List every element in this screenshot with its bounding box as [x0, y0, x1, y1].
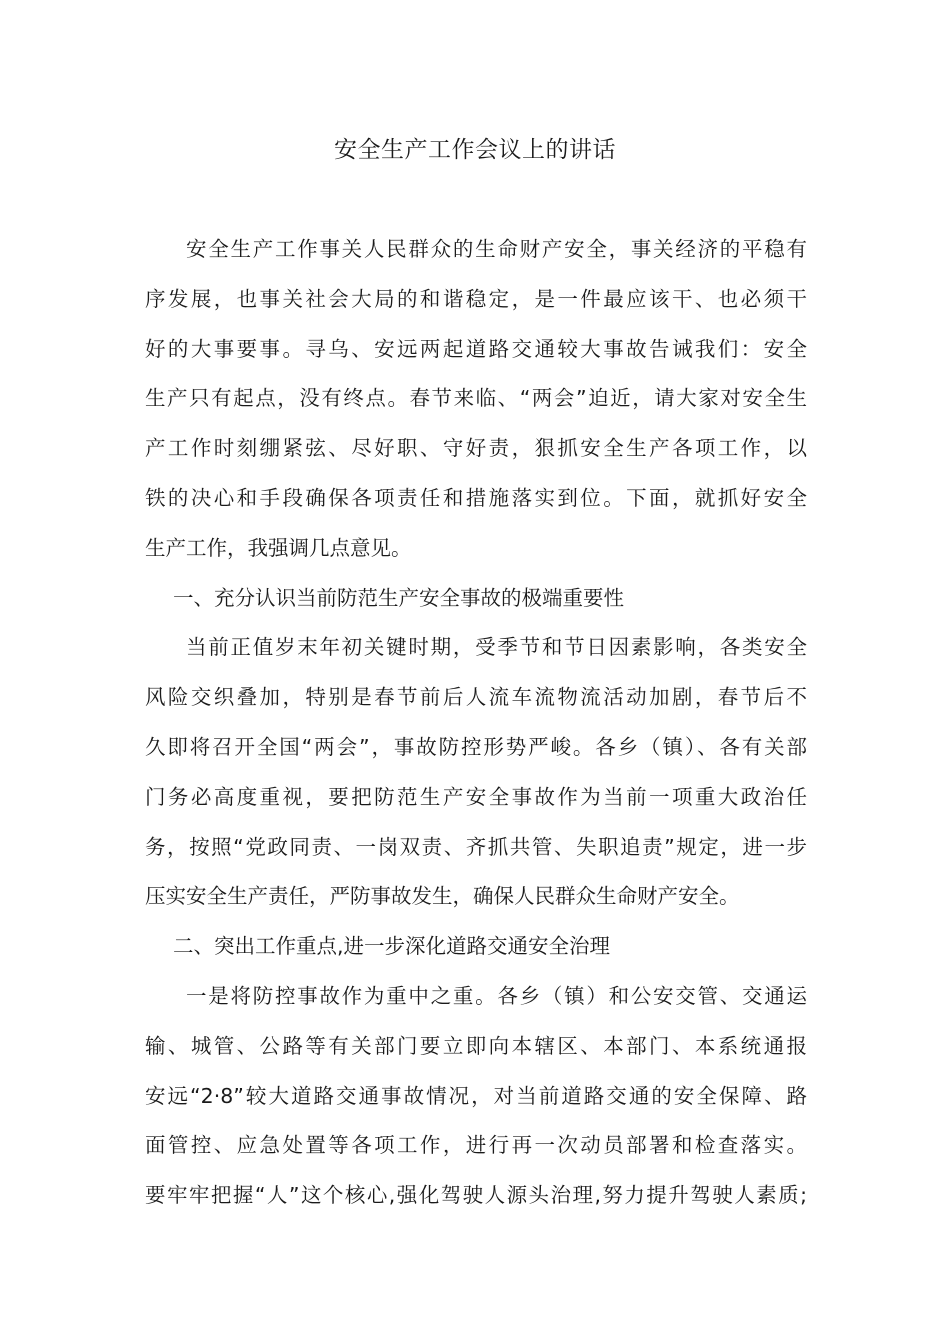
text-line: 久即将召开全国“两会”，事故防控形势严峻。各乡（镇）、各有关部	[145, 734, 807, 759]
text-line: 面管控、应急处置等各项工作，进行再一次动员部署和检查落实。	[145, 1133, 807, 1158]
text-line: 序发展，也事关社会大局的和谐稳定，是一件最应该干、也必须干	[145, 286, 807, 311]
section-1-paragraph	[145, 623, 807, 922]
document-body	[145, 225, 807, 1221]
text-line: 产工作时刻绷紧弦、尽好职、守好责，狠抓安全生产各项工作，以	[145, 436, 807, 461]
section-2-paragraph	[145, 972, 807, 1221]
text-line: 要牢牢把握“人”这个核心,强化驾驶人源头治理,努力提升驾驶人素质;	[145, 1183, 807, 1208]
document-title: 安全生产工作会议上的讲话	[334, 137, 616, 163]
text-line: 好的大事要事。寻乌、安远两起道路交通较大事故告诫我们：安全	[145, 336, 807, 361]
text-line: 当前正值岁末年初关键时期，受季节和节日因素影响，各类安全	[186, 635, 807, 660]
text-line: 风险交织叠加，特别是春节前后人流车流物流活动加剧，春节后不	[145, 685, 807, 710]
text-line: 生产只有起点，没有终点。春节来临、“两会”迫近，请大家对安全生	[145, 386, 807, 411]
text-line: 务，按照“党政同责、一岗双责、齐抓共管、失职追责”规定，进一步	[145, 834, 807, 859]
text-line: 铁的决心和手段确保各项责任和措施落实到位。下面，就抓好安全	[145, 485, 807, 510]
text-line: 输、城管、公路等有关部门要立即向本辖区、本部门、本系统通报	[145, 1033, 807, 1058]
text-line: 压实安全生产责任，严防事故发生，确保人民群众生命财产安全。	[145, 884, 740, 909]
section-heading-1: 一、充分认识当前防范生产安全事故的极端重要性	[173, 585, 624, 610]
text-line: 生产工作，我强调几点意见。	[145, 535, 412, 560]
section-heading-2: 二、突出工作重点,进一步深化道路交通安全治理	[173, 934, 611, 959]
text-line: 一是将防控事故作为重中之重。各乡（镇）和公安交管、交通运	[186, 983, 807, 1008]
intro-paragraph	[145, 225, 807, 574]
text-line: 安远“2·8”较大道路交通事故情况，对当前道路交通的安全保障、路	[145, 1083, 807, 1108]
text-line: 门务必高度重视，要把防范生产安全事故作为当前一项重大政治任	[145, 784, 807, 809]
text-line: 安全生产工作事关人民群众的生命财产安全，事关经济的平稳有	[186, 237, 807, 261]
